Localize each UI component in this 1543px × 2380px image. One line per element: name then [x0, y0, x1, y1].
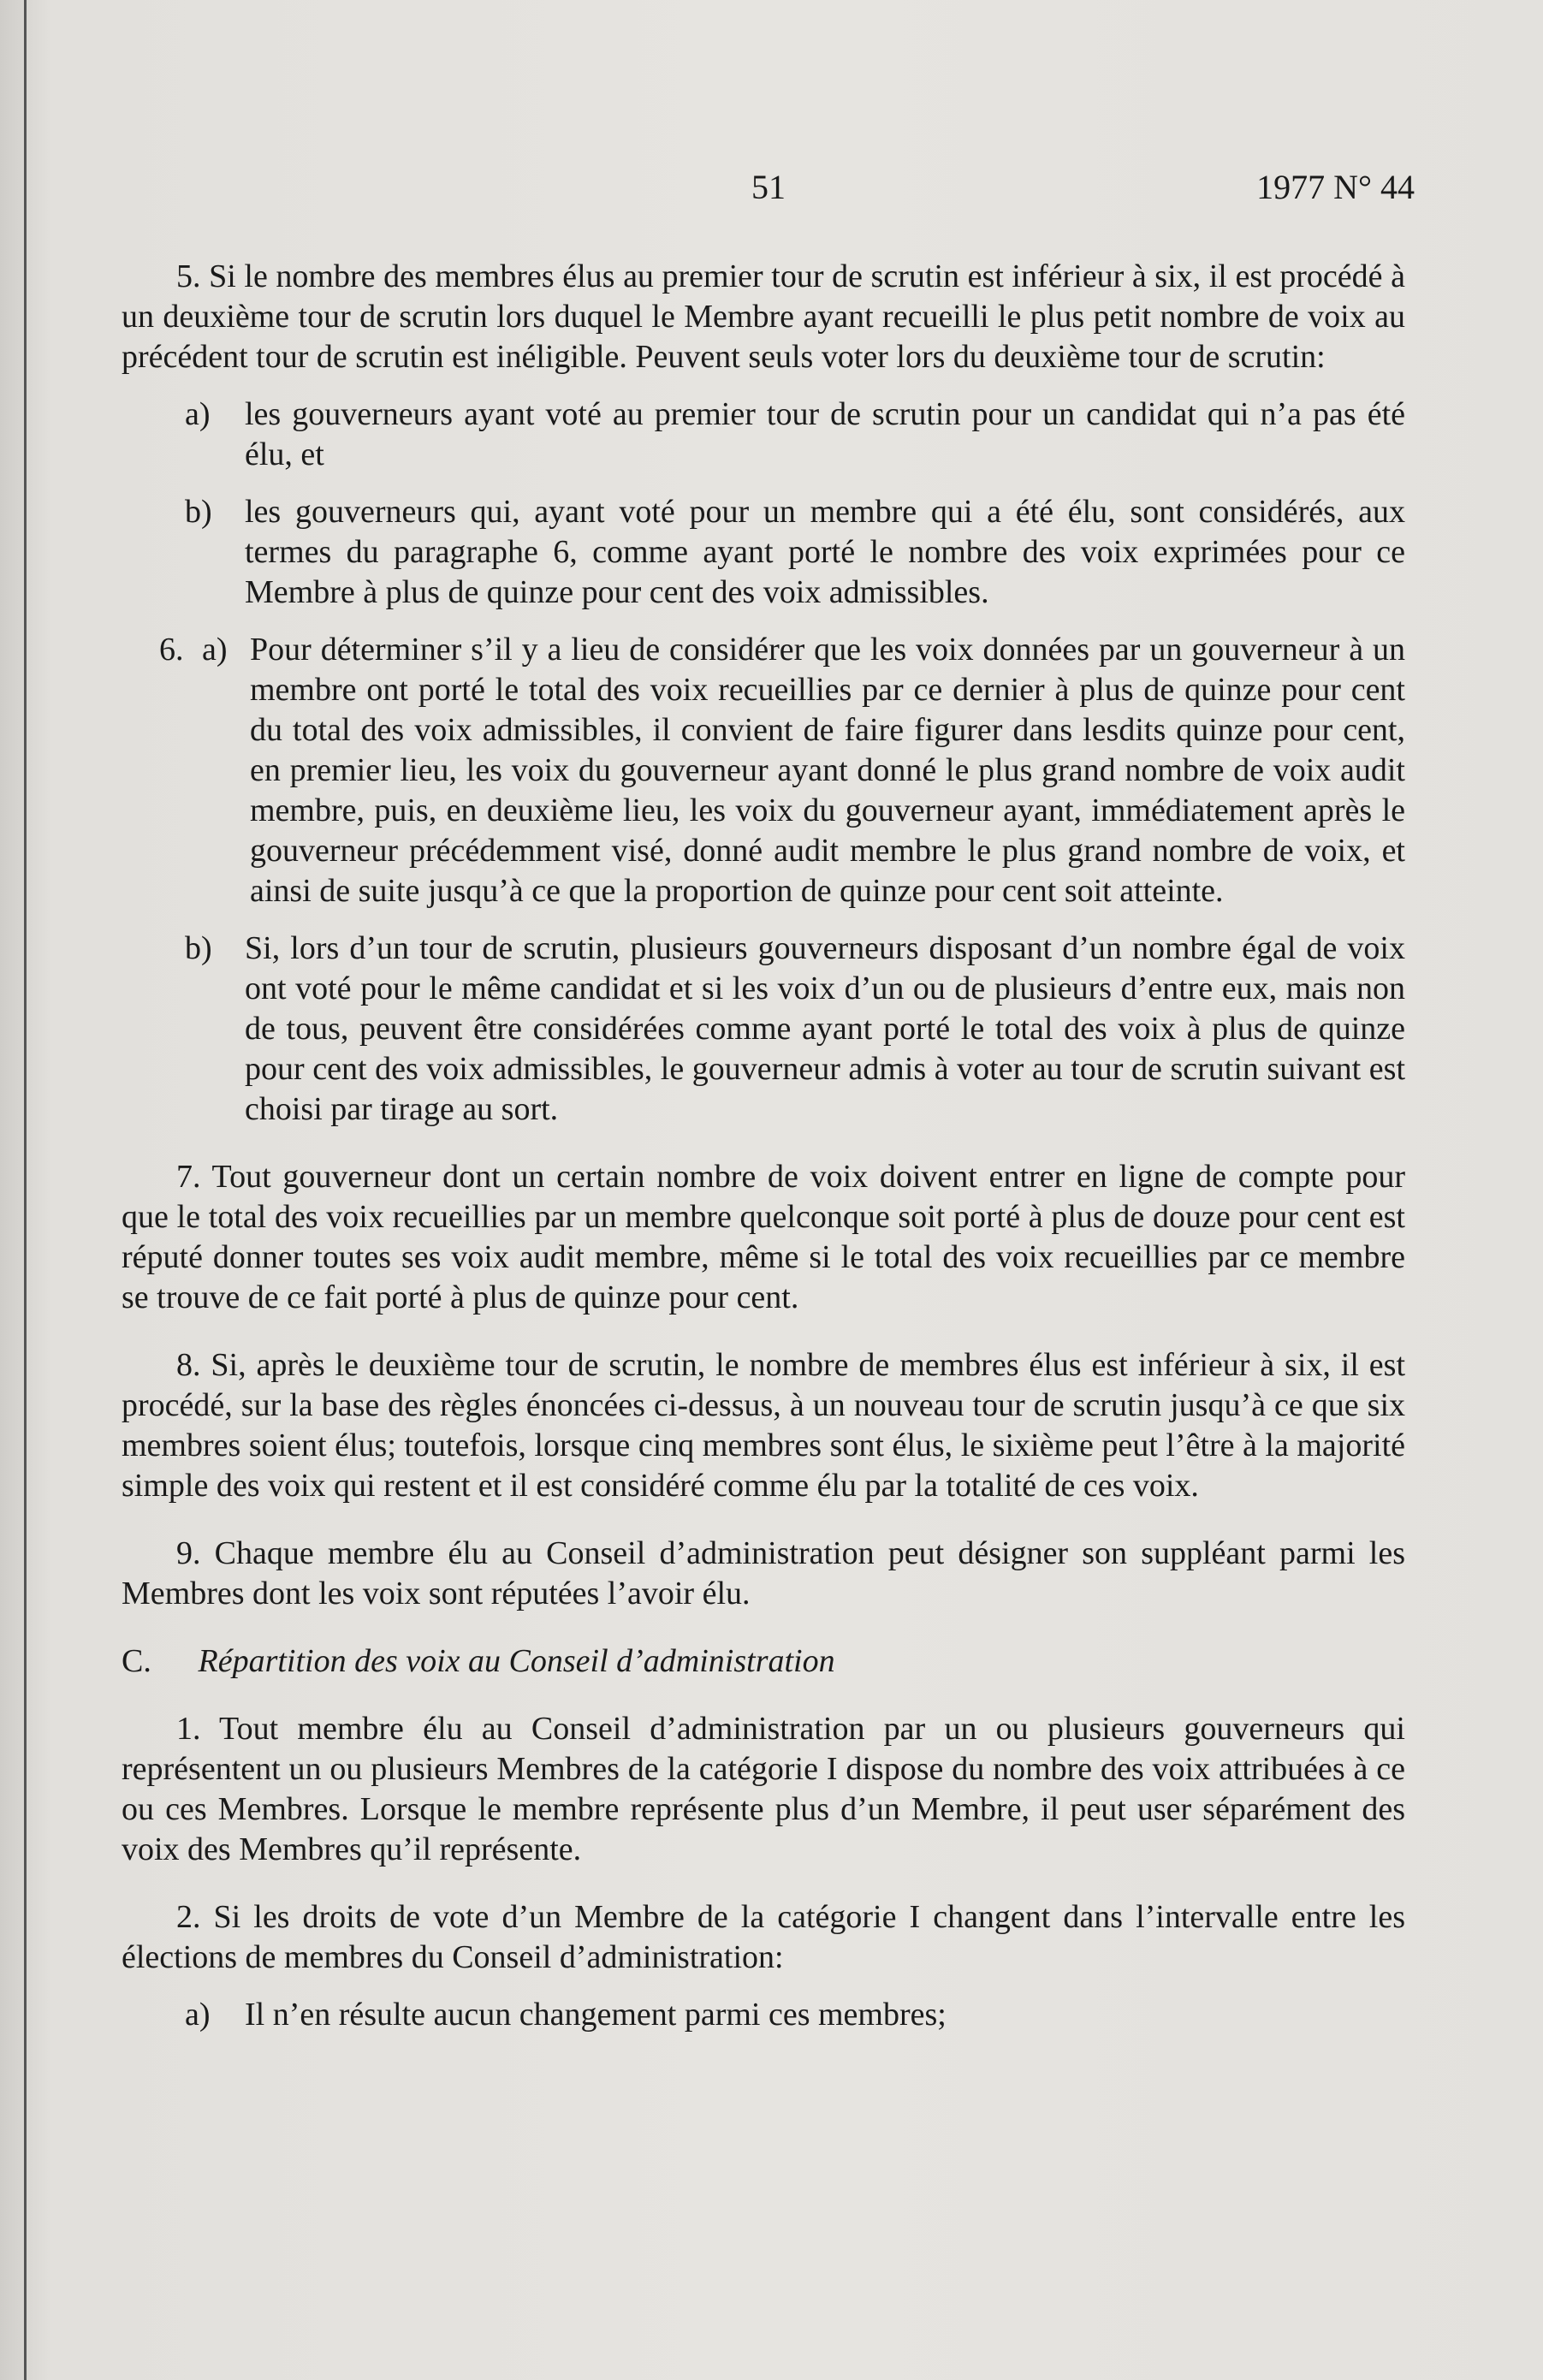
- binding-edge: [24, 0, 27, 2380]
- list-item-text: les gouverneurs ayant voté au premier tour de scrutin pour un candidat qui n’a pas été élu, et: [245, 396, 1405, 472]
- section-c-paragraph-2-a: [185, 1995, 1405, 2035]
- paragraph-9: 9. Chaque membre élu au Conseil d’administration peut désigner son suppléant parmi les Membres dont les voix sont réputées l’avoir élu.: [122, 1535, 1405, 1611]
- paragraph-number: 6.: [159, 632, 184, 668]
- paragraph-5-a: [185, 395, 1405, 475]
- paragraph-5: 5. Si le nombre des membres élus au premier tour de scrutin est inférieur à six, il est procédé à un deuxième tour de scrutin lors duquel le Membre ayant recueilli le plus petit nombre de voix au précédent tour de scrutin est inéligible. Peuvent seuls voter lors du deuxième tour de scrutin:: [122, 258, 1405, 375]
- list-marker: b): [185, 494, 212, 530]
- paragraph-7: 7. Tout gouverneur dont un certain nombre de voix doivent entrer en ligne de compte pour que le total des voix recueillies par un membre quelconque soit porté à plus de douze pour cent est réputé donner toutes ses voix audit membre, même si le total des voix recueillies par ce membre se trouve de ce fait porté à plus de quinze pour cent.: [122, 1159, 1405, 1315]
- list-item-text: Pour déterminer s’il y a lieu de considérer que les voix données par un gouverneur à un membre ont porté le total des voix recueillies par ce dernier à plus de quinze pour cent du total des voix admissibles, il convient de faire figurer dans lesdits quinze pour cent, en premier lieu, les voix du gouverneur ayant donné le plus grand nombre de voix audit membre, puis, en deuxième lieu, les voix du gouverneur ayant, immédiatement après le gouverneur précédemment visé, donné audit membre le plus grand nombre de voix, et ainsi de suite jusqu’à ce que la proportion de quinze pour cent soit atteinte.: [250, 632, 1405, 909]
- paragraph-6-b: [185, 929, 1405, 1130]
- list-marker: a): [185, 1997, 211, 2033]
- page-header: [0, 167, 1543, 218]
- page-number: 51: [751, 168, 786, 206]
- section-title: Répartition des voix au Conseil d’administration: [198, 1643, 835, 1679]
- list-item-text: Si, lors d’un tour de scrutin, plusieurs gouverneurs disposant d’un nombre égal de voix ont voté pour le même candidat et si les voix d’un ou de plusieurs d’entre eux, mais non de tous, peuvent être considérées comme ayant porté le total des voix à plus de quinze pour cent des voix admissibles, le gouverneur admis à voter au tour de scrutin suivant est choisi par tirage au sort.: [245, 930, 1405, 1127]
- list-item-text: les gouverneurs qui, ayant voté pour un membre qui a été élu, sont considérés, aux termes du paragraphe 6, comme ayant porté le nombre des voix exprimées pour ce Membre à plus de quinze pour cent des voix admissibles.: [245, 494, 1405, 610]
- list-item-text: Il n’en résulte aucun changement parmi ces membres;: [245, 1997, 947, 2033]
- paragraph-8: 8. Si, après le deuxième tour de scrutin, le nombre de membres élus est inférieur à six, il est procédé, sur la base des règles énoncées ci-dessus, à un nouveau tour de scrutin jusqu’à ce que six membres soient élus; toutefois, lorsque cinq membres sont élus, le sixième peut l’être à la majorité simple des voix qui restent et il est considéré comme élu par la totalité de ces voix.: [122, 1347, 1405, 1504]
- page-body: [122, 257, 1405, 2052]
- section-letter: C.: [122, 1643, 151, 1679]
- paragraph-5-b: [185, 492, 1405, 613]
- section-c-paragraph-1: 1. Tout membre élu au Conseil d’administration par un ou plusieurs gouverneurs qui représentent un ou plusieurs Membres de la catégorie I dispose du nombre des voix attribuées à ce ou ces Membres. Lorsque le membre représente plus d’un Membre, il peut user séparément des voix des Membres qu’il représente.: [122, 1711, 1405, 1867]
- list-marker: b): [185, 930, 212, 966]
- paragraph-6-a: [159, 630, 1405, 911]
- list-marker: a): [185, 396, 211, 432]
- section-heading: [122, 1641, 1405, 1682]
- section-c-paragraph-2: 2. Si les droits de vote d’un Membre de la catégorie I changent dans l’intervalle entre les élections de membres du Conseil d’administration:: [122, 1899, 1405, 1975]
- document-reference: 1977 N° 44: [1256, 168, 1415, 206]
- list-marker: a): [202, 632, 228, 668]
